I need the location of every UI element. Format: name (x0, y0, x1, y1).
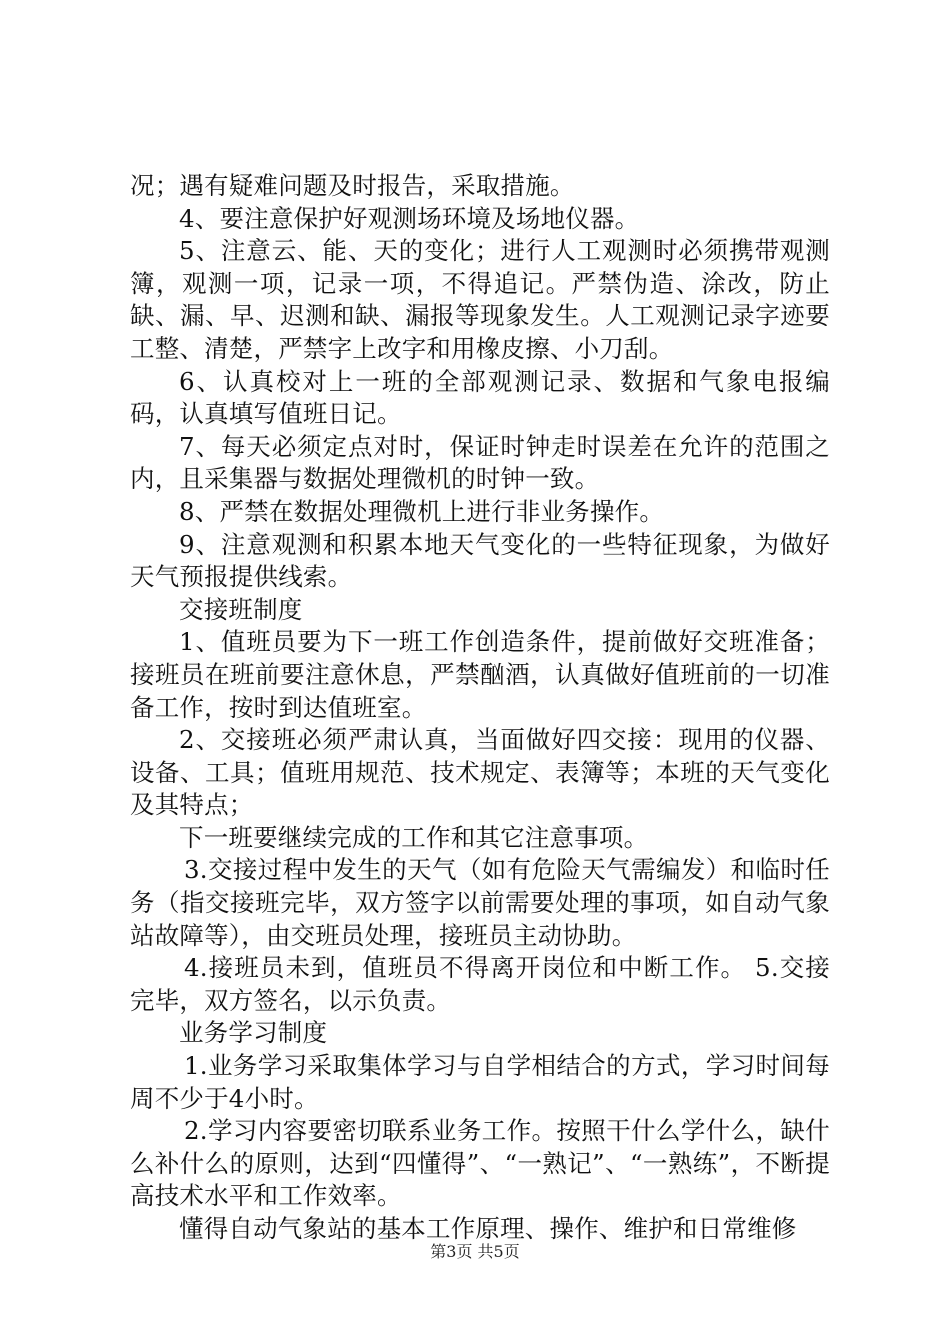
document-body (130, 170, 830, 1246)
paragraph-study-understand: 懂得自动气象站的基本工作原理、操作、维护和日常维修 (179, 1214, 797, 1243)
paragraph-study-1: 1.业务学习采取集体学习与自学相结合的方式，学习时间每周不少于4小时。 (130, 1051, 830, 1113)
paragraph-handover-2: 2、交接班必须严肃认真，当面做好四交接：现用的仪器、设备、工具；值班用规范、技术规定、表簿等；本班的天气变化及其特点； (130, 725, 830, 820)
page-number-label: 第3页 共5页 (430, 1242, 520, 1261)
paragraph-handover-3: 3.交接过程中发生的天气（如有危险天气需编发）和临时任务（指交接班完毕，双方签字以前需要处理的事项，如自动气象站故障等），由交班员处理，接班员主动协助。 (130, 855, 830, 950)
section-heading-shift-handover: 交接班制度 (179, 594, 303, 624)
page-footer (0, 1242, 950, 1262)
paragraph-item-4: 4、要注意保护好观测场环境及场地仪器。 (179, 203, 640, 233)
paragraph-continuation: 况；遇有疑难问题及时报告，采取措施。 (130, 171, 575, 200)
paragraph-item-5: 5、注意云、能、天的变化；进行人工观测时必须携带观测簿，观测一项，记录一项，不得追记。严禁伪造、涂改，防止缺、漏、早、迟测和缺、漏报等现象发生。人工观测记录字迹要工整、清楚，严禁字上改字和用橡皮擦、小刀刮。 (130, 236, 830, 363)
paragraph-handover-4-5: 4.接班员未到，值班员不得离开岗位和中断工作。 5.交接完毕，双方签名，以示负责。 (130, 953, 830, 1015)
paragraph-item-6: 6、认真校对上一班的全部观测记录、数据和气象电报编码，认真填写值班日记。 (130, 366, 830, 429)
paragraph-item-9: 9、注意观测和积累本地天气变化的一些特征现象，为做好天气预报提供线索。 (130, 529, 830, 592)
paragraph-item-8: 8、严禁在数据处理微机上进行非业务操作。 (179, 496, 665, 526)
paragraph-study-2: 2.学习内容要密切联系业务工作。按照干什么学什么，缺什么补什么的原则，达到“四懂得”、“一熟记”、“一熟练”，不断提高技术水平和工作效率。 (130, 1116, 830, 1211)
paragraph-handover-1: 1、值班员要为下一班工作创造条件，提前做好交班准备；接班员在班前要注意休息，严禁酗酒，认真做好值班前的一切准备工作，按时到达值班室。 (130, 627, 830, 722)
section-heading-study: 业务学习制度 (179, 1018, 328, 1048)
paragraph-handover-2-continued: 下一班要继续完成的工作和其它注意事项。 (179, 822, 649, 852)
paragraph-item-7: 7、每天必须定点对时，保证时钟走时误差在允许的范围之内，且采集器与数据处理微机的时钟一致。 (130, 431, 830, 494)
